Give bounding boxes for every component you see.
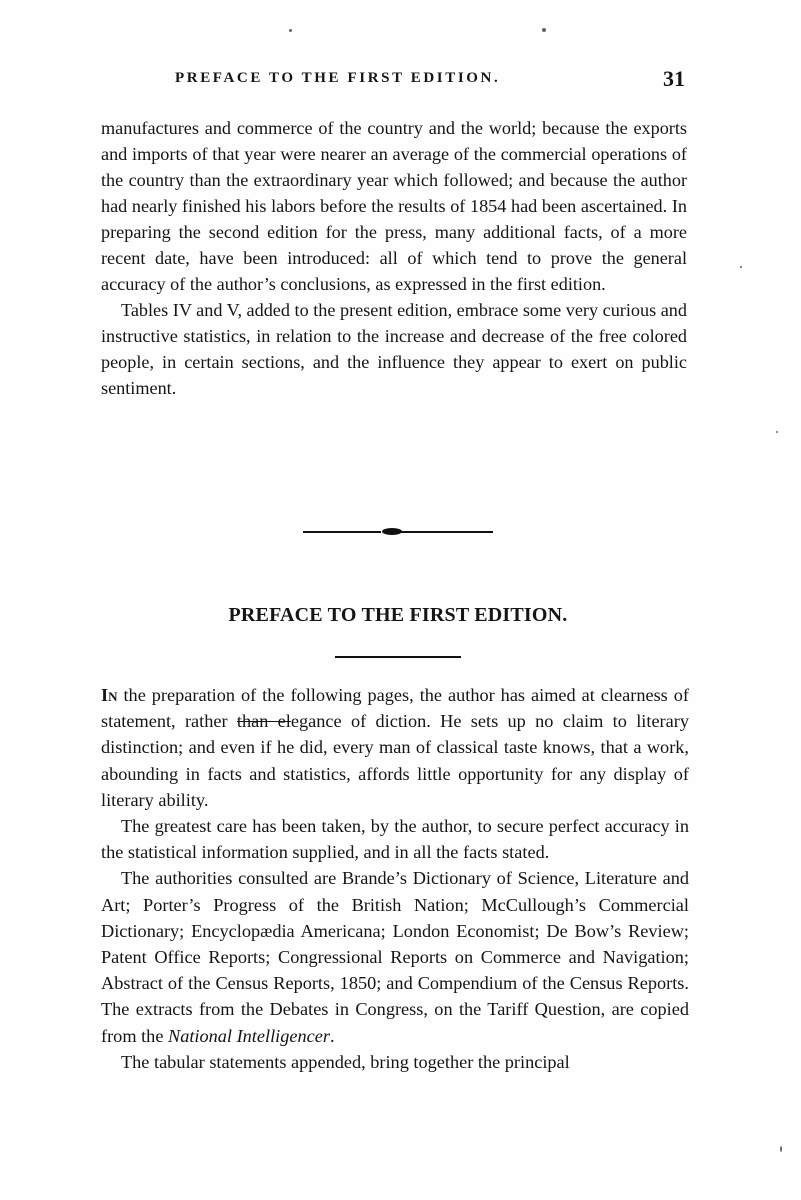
scan-speck [542, 28, 546, 32]
lead-word: In [101, 685, 118, 705]
struck-text: than el [236, 711, 291, 732]
paragraph-text: . [329, 1025, 335, 1046]
body-paragraph: Tables IV and V, added to the present edition, embrace some very curious and instructive statistics, in relation to the increase and decrease of the free colored people, in certain sections, and the influence they appear to exert on public sentiment. [101, 300, 687, 398]
scan-speck [740, 266, 742, 268]
ornamental-divider [303, 524, 493, 540]
paragraph-text: egance of diction. He sets up no claim to literary distinction; and even if he did, every man of classical taste knows, that a work, abounding in facts and statistics, affords little opportunity for any display of literary ability. [101, 711, 689, 810]
italic-title: National Intelligencer [168, 1025, 330, 1046]
running-head [175, 66, 685, 90]
heading-underline-rule [335, 656, 461, 658]
scan-speck [289, 29, 292, 32]
body-paragraph [101, 865, 689, 1048]
divider-ornament-center [382, 528, 402, 535]
scan-speck [776, 431, 778, 433]
section-heading: PREFACE TO THE FIRST EDITION. [228, 604, 568, 626]
divider-rule-right [401, 531, 493, 533]
divider-rule-left [303, 531, 381, 533]
body-paragraph [101, 682, 689, 813]
paragraph-text: the preparation of the following pages, the author has aimed at clearness of statement, rather [101, 685, 689, 732]
page-number: 31 [663, 66, 685, 91]
body-paragraph: The greatest care has been taken, by the author, to secure perfect accuracy in the statistical information supplied, and in all the facts stated. [101, 816, 689, 863]
carryover-text [101, 115, 687, 401]
body-paragraph: The tabular statements appended, bring together the principal [121, 1051, 570, 1072]
scan-speck [780, 1146, 782, 1152]
body-paragraph: manufactures and commerce of the country and the world; because the exports and imports of that year were nearer an average of the commercial operations of the country than the extraordinary year which followed; and because the author had nearly finished his labors before the results of 1854 had been ascertained. In preparing the second edition for the press, many additional facts, of a more recent date, have been introduced: all of which tend to prove the general accuracy of the author’s conclusions, as expressed in the first edition. [101, 118, 687, 294]
running-head-title: PREFACE TO THE FIRST EDITION. [175, 70, 501, 86]
preface-text [101, 682, 689, 1075]
paragraph-text: The authorities consulted are Brande’s Dictionary of Science, Literature and Art; Porter’s Progress of the British Nation; McCullough’s Commercial Dictionary; Encyclopædia Americana; London Economist; De Bow’s Review; Patent Office Reports; Congressional Reports on Commerce and Navigation; Abstract of the Census Reports, 1850; and Compendium of the Census Reports. The extracts from the Debates in Congress, on the Tariff Question, are copied from the [101, 868, 689, 1046]
